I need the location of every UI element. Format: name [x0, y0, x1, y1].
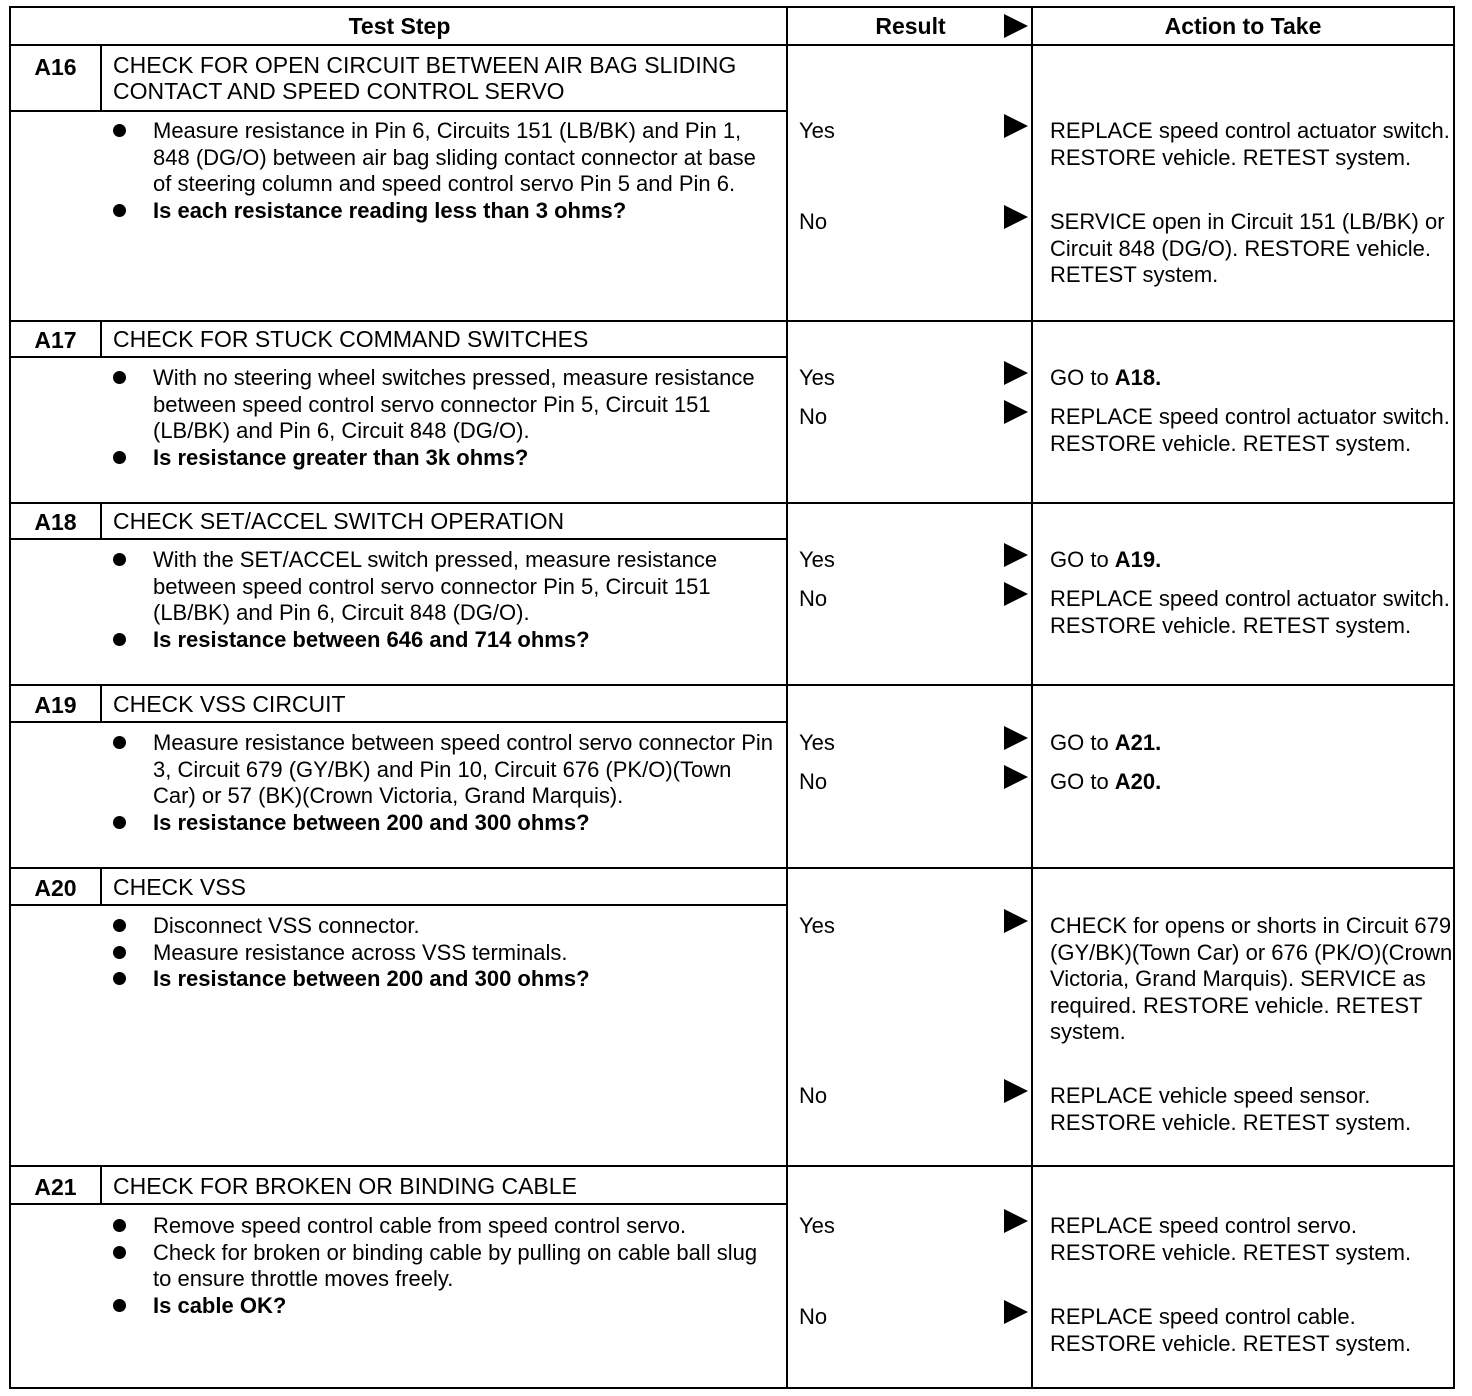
action-text: SERVICE open in Circuit 151 (LB/BK) or Circuit 848 (DG/O). RESTORE vehicle. RETEST system. — [1050, 209, 1445, 287]
arrow-icon — [1004, 205, 1028, 229]
header-arrow-icon — [1004, 14, 1028, 38]
result-no: No — [799, 1083, 828, 1108]
step-bullets — [109, 913, 779, 993]
list-item: Measure resistance in Pin 6, Circuits 151 (LB/BK) and Pin 1, 848 (DG/O) between air bag sliding contact connector at base of steering column and speed control servo Pin 5 and Pin 6. — [109, 118, 779, 198]
step-title: CHECK FOR STUCK COMMAND SWITCHES — [113, 326, 589, 352]
row-separator — [11, 684, 1453, 686]
step-bullets — [109, 1213, 779, 1319]
bullet-icon — [113, 1246, 126, 1259]
bullet-icon — [113, 816, 126, 829]
column-divider-result — [786, 8, 788, 1387]
step-bullets — [109, 547, 779, 653]
action-text: REPLACE speed control cable. RESTORE vehicle. RETEST system. — [1050, 1304, 1412, 1356]
list-item: Is cable OK? — [109, 1293, 779, 1320]
title-underline — [11, 538, 788, 540]
bullet-icon — [113, 553, 126, 566]
bullet-icon — [113, 946, 126, 959]
result-no: No — [799, 209, 828, 234]
list-item: Is resistance greater than 3k ohms? — [109, 445, 779, 472]
row-separator — [11, 320, 1453, 322]
row-separator — [11, 1165, 1453, 1167]
id-divider — [100, 1167, 102, 1205]
result-no: No — [799, 1304, 828, 1329]
step-id: A19 — [34, 692, 77, 718]
result-no: No — [799, 769, 828, 794]
title-underline — [11, 904, 788, 906]
action-text: REPLACE speed control actuator switch. RESTORE vehicle. RETEST system. — [1050, 118, 1450, 170]
title-underline — [11, 110, 788, 112]
bullet-icon — [113, 919, 126, 932]
header-test-step: Test Step — [11, 8, 788, 46]
arrow-icon — [1004, 543, 1028, 567]
bullet-icon — [113, 451, 126, 464]
id-divider — [100, 869, 102, 906]
result-no: No — [799, 586, 828, 611]
bullet-icon — [113, 1219, 126, 1232]
list-item: With no steering wheel switches pressed, measure resistance between speed control servo connector Pin 5, Circuit 151 (LB/BK) and Pin 6, Circuit 848 (DG/O). — [109, 365, 779, 445]
step-title: CHECK FOR BROKEN OR BINDING CABLE — [113, 1173, 577, 1199]
step-id: A21 — [34, 1174, 77, 1200]
step-title: CHECK VSS CIRCUIT — [113, 691, 346, 717]
arrow-icon — [1004, 1079, 1028, 1103]
arrow-icon — [1004, 400, 1028, 424]
arrow-icon — [1004, 909, 1028, 933]
result-no: No — [799, 404, 828, 429]
id-divider — [100, 46, 102, 112]
list-item: Measure resistance across VSS terminals. — [109, 940, 779, 967]
title-underline — [11, 721, 788, 723]
diagnostic-table — [9, 6, 1455, 1389]
action-text: REPLACE speed control actuator switch. RESTORE vehicle. RETEST system. — [1050, 586, 1450, 638]
step-bullets — [109, 730, 779, 836]
action-text: REPLACE vehicle speed sensor. RESTORE vehicle. RETEST system. — [1050, 1083, 1412, 1135]
step-id: A16 — [34, 54, 77, 80]
bullet-icon — [113, 633, 126, 646]
list-item: Is each resistance reading less than 3 ohms? — [109, 198, 779, 225]
arrow-icon — [1004, 361, 1028, 385]
step-bullets — [109, 365, 779, 471]
row-separator — [11, 867, 1453, 869]
step-title: CHECK SET/ACCEL SWITCH OPERATION — [113, 508, 565, 534]
step-id: A20 — [34, 875, 77, 901]
result-yes: Yes — [799, 118, 835, 143]
title-underline — [11, 1203, 788, 1205]
action-text: REPLACE speed control servo. RESTORE vehicle. RETEST system. — [1050, 1213, 1412, 1265]
result-yes: Yes — [799, 913, 835, 938]
result-yes: Yes — [799, 547, 835, 572]
bullet-icon — [113, 124, 126, 137]
list-item: Disconnect VSS connector. — [109, 913, 779, 940]
arrow-icon — [1004, 114, 1028, 138]
bullet-icon — [113, 1299, 126, 1312]
header-result: Result — [788, 8, 1033, 46]
list-item: Is resistance between 200 and 300 ohms? — [109, 966, 779, 993]
list-item: Is resistance between 646 and 714 ohms? — [109, 627, 779, 654]
step-bullets — [109, 118, 779, 224]
bullet-icon — [113, 204, 126, 217]
result-yes: Yes — [799, 1213, 835, 1238]
action-text: GO to A18. — [1050, 365, 1162, 390]
step-id: A18 — [34, 509, 77, 535]
arrow-icon — [1004, 1209, 1028, 1233]
result-yes: Yes — [799, 365, 835, 390]
step-title: CHECK FOR OPEN CIRCUIT BETWEEN AIR BAG SLIDING CONTACT AND SPEED CONTROL SERVO — [113, 52, 737, 104]
row-separator — [11, 502, 1453, 504]
arrow-icon — [1004, 726, 1028, 750]
list-item: Check for broken or binding cable by pulling on cable ball slug to ensure throttle moves freely. — [109, 1240, 779, 1293]
header-action: Action to Take — [1033, 8, 1453, 46]
step-id: A17 — [34, 327, 77, 353]
list-item: With the SET/ACCEL switch pressed, measure resistance between speed control servo connector Pin 5, Circuit 151 (LB/BK) and Pin 6, Circuit 848 (DG/O). — [109, 547, 779, 627]
column-divider-action — [1031, 8, 1033, 1387]
action-text: GO to A20. — [1050, 769, 1162, 794]
bullet-icon — [113, 371, 126, 384]
id-divider — [100, 686, 102, 723]
bullet-icon — [113, 736, 126, 749]
arrow-icon — [1004, 765, 1028, 789]
id-divider — [100, 504, 102, 540]
result-yes: Yes — [799, 730, 835, 755]
title-underline — [11, 356, 788, 358]
id-divider — [100, 322, 102, 358]
action-text: GO to A19. — [1050, 547, 1162, 572]
list-item: Measure resistance between speed control servo connector Pin 3, Circuit 679 (GY/BK) and Pin 10, Circuit 676 (PK/O)(Town Car) or 57 (BK)(Crown Victoria, Grand Marquis). — [109, 730, 779, 810]
list-item: Is resistance between 200 and 300 ohms? — [109, 810, 779, 837]
step-title: CHECK VSS — [113, 874, 246, 900]
list-item: Remove speed control cable from speed control servo. — [109, 1213, 779, 1240]
arrow-icon — [1004, 1300, 1028, 1324]
arrow-icon — [1004, 582, 1028, 606]
bullet-icon — [113, 972, 126, 985]
action-text: CHECK for opens or shorts in Circuit 679 (GY/BK)(Town Car) or 676 (PK/O)(Crown Victoria, Grand Marquis). SERVICE as required. RESTORE vehicle. RETEST system. — [1050, 913, 1453, 1044]
action-text: GO to A21. — [1050, 730, 1162, 755]
action-text: REPLACE speed control actuator switch. RESTORE vehicle. RETEST system. — [1050, 404, 1450, 456]
